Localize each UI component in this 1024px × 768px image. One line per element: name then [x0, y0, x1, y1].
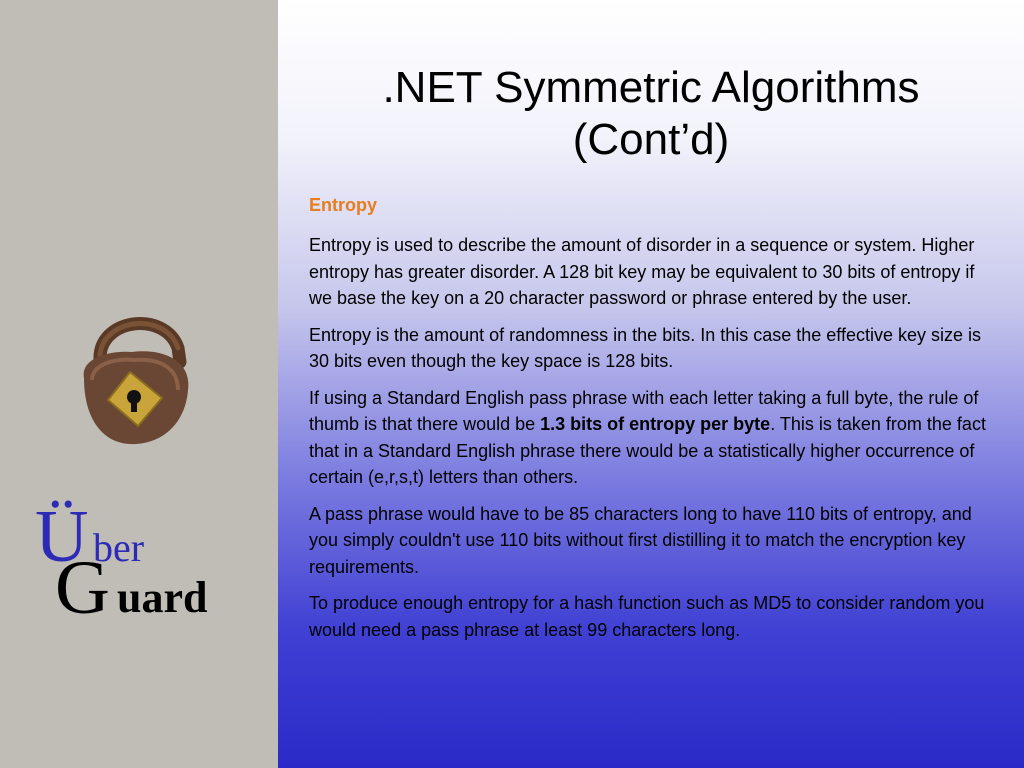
title-line-2: (Cont’d)	[572, 115, 730, 164]
paragraph-1: Entropy is used to describe the amount of disorder in a sequence or system. Higher entropy has greater disorder. A 128 bit key may be equivalent to 30 bits of entropy if we base the key on a 20 character password or phrase entered by the user.	[309, 235, 975, 308]
logo-ber: ber	[93, 525, 145, 570]
uberguard-logo	[35, 490, 255, 630]
logo-uard: uard	[117, 573, 208, 622]
section-heading: Entropy	[309, 195, 378, 215]
title-line-1: .NET Symmetric Algorithms	[382, 63, 920, 112]
paragraph-3-end: . This is taken from the fact that in a Standard English phrase there would be a statistically higher occurrence of certain (e,r,s,t) letters than others.	[309, 414, 986, 487]
paragraph-3	[309, 385, 989, 491]
slide-content	[309, 195, 989, 653]
paragraph-2: Entropy is the amount of randomness in the bits. In this case the effective key size is 30 bits even though the key space is 128 bits.	[309, 324, 982, 371]
slide-main	[278, 0, 1024, 768]
paragraph-5: To produce enough entropy for a hash function such as MD5 to consider random you would need a pass phrase at least 99 characters long.	[309, 593, 985, 640]
logo-g: G	[55, 546, 110, 630]
paragraph-4: A pass phrase would have to be 85 characters long to have 110 bits of entropy, and you simply couldn't use 110 bits without first distilling it to match the encryption key requirements.	[309, 503, 972, 577]
logo-u-umlaut: Ü	[35, 496, 89, 578]
slide-title	[278, 62, 1024, 166]
paragraph-3-start: If using a Standard English pass phrase with each letter taking a full byte, the rule of thumb is that there would be	[309, 387, 979, 434]
sidebar	[0, 0, 278, 768]
padlock-icon	[70, 300, 200, 450]
paragraph-3-bold: 1.3 bits of entropy per byte	[540, 414, 771, 434]
